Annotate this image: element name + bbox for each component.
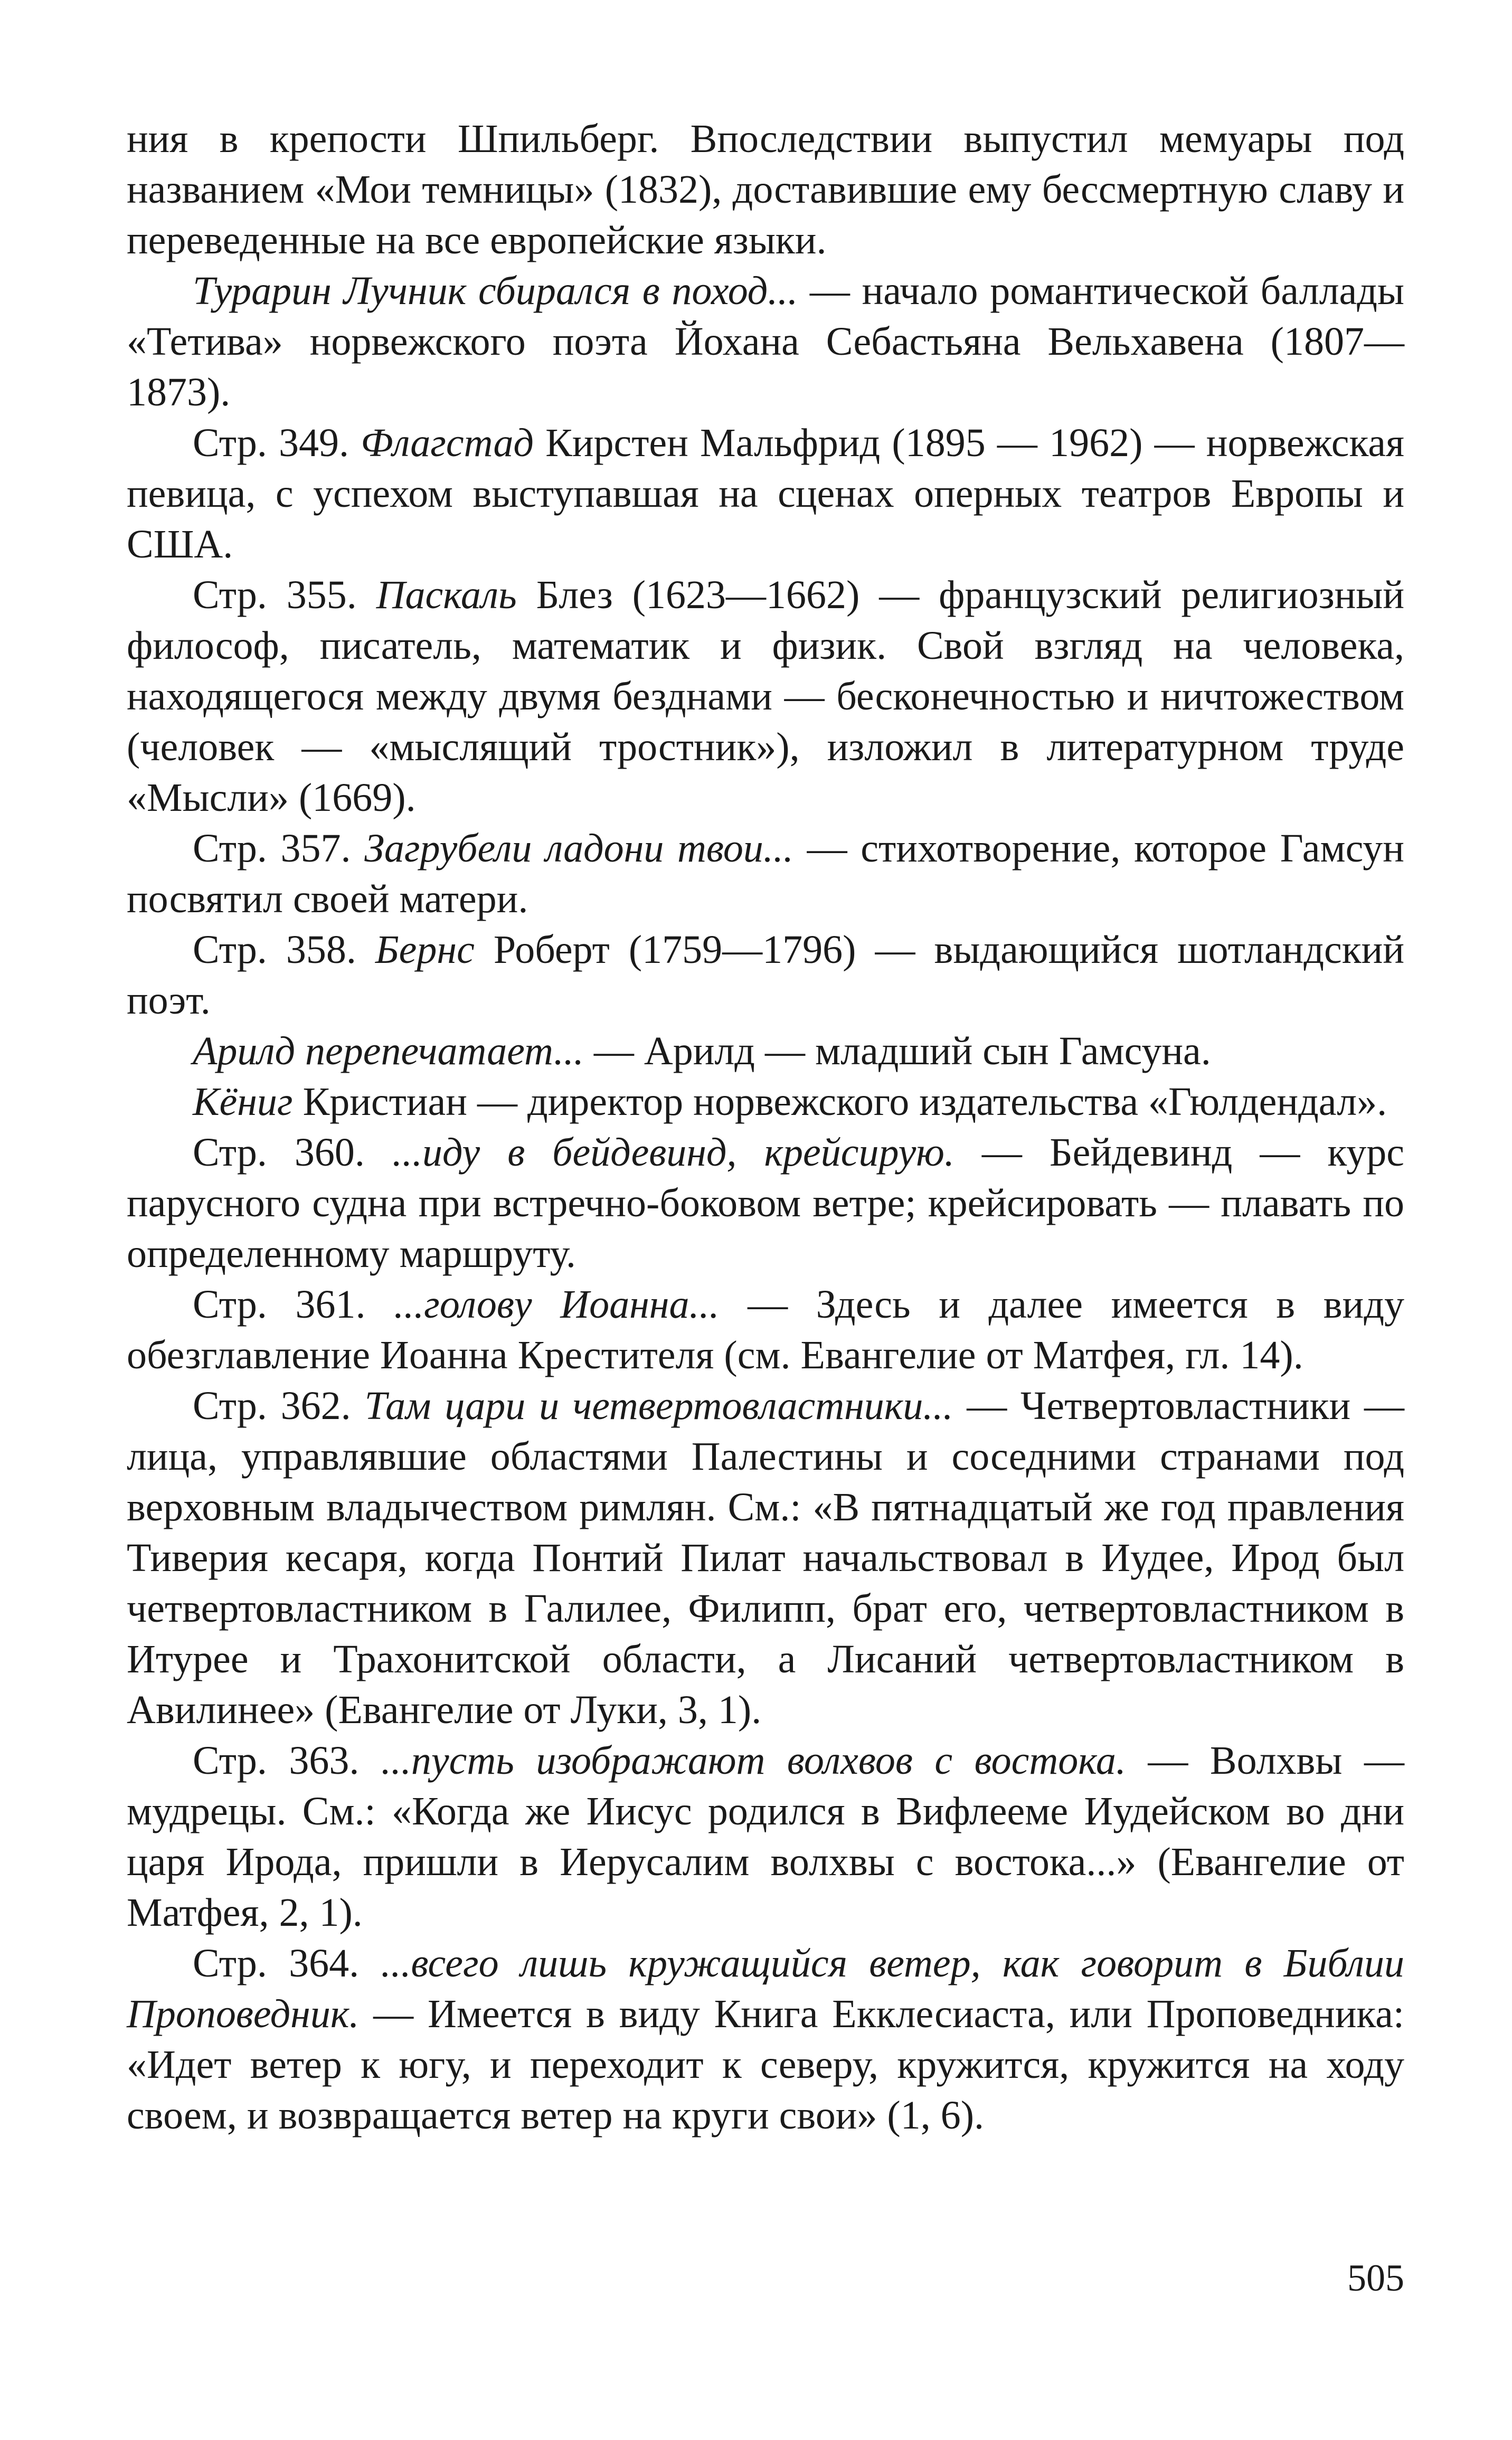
text-run: Кирстен Мальфрид (1895 — 1962) — норвежская певица, с успехом выступавшая на сценах оперных театров Европы и США. (127, 421, 1404, 566)
text-run: — стихотворение, которое Гамсун посвятил своей матери. (127, 826, 1404, 921)
paragraph (127, 1735, 1404, 1938)
italic-run: Бернс (375, 928, 475, 972)
italic-run: ...голову Иоанна... (394, 1282, 720, 1327)
text-run: — начало романтической баллады «Тетива» норвежского поэта Йохана Себастьяна Вельхавена (1807—1873). (127, 269, 1404, 414)
paragraph (127, 1076, 1404, 1127)
text-run: Стр. 364. (193, 1941, 381, 1985)
text-run: — Имеется в виду Книга Екклесиаста, или Проповедника: «Идет ветер к югу, и переходит к северу, кружится, кружится на ходу своем, и возвращается ветер на круги свои» (1, 6). (127, 1992, 1404, 2138)
text-run: Стр. 349. (193, 421, 361, 465)
page-number: 505 (1347, 2257, 1404, 2299)
italic-run: ...иду в бейдевинд, крейсирую. (392, 1130, 955, 1175)
italic-run: ...всего лишь кружащийся ветер, как говорит в Библии Проповедник. (127, 1941, 1404, 2036)
italic-run: Загрубели ладони твои... (364, 826, 793, 871)
text-run: Стр. 361. (193, 1282, 394, 1327)
text-run: Стр. 357. (193, 826, 365, 871)
text-run: Стр. 362. (193, 1384, 365, 1428)
paragraph (127, 823, 1404, 924)
text-run: Стр. 355. (193, 573, 376, 617)
notes-text (127, 114, 1404, 2141)
text-run: Блез (1623—1662) — французский религиозный философ, писатель, математик и физик. Свой взгляд на человека, находящегося между двумя безднами — бесконечностью и ничтожеством (человек — «мыслящий тростник»), изложил в литературном труде «Мысли» (1669). (127, 573, 1404, 820)
text-run: — Здесь и далее имеется в виду обезглавление Иоанна Крестителя (см. Евангелие от Матфея, гл. 14). (127, 1282, 1404, 1377)
paragraph (127, 1026, 1404, 1076)
paragraph (127, 114, 1404, 266)
text-run: — Волхвы — мудрецы. См.: «Когда же Иисус родился в Вифлееме Иудейском во дни царя Ирода, пришли в Иерусалим волхвы с востока...» (Евангелие от Матфея, 2, 1). (127, 1738, 1404, 1935)
text-run: — Арилд — младший сын Гамсуна. (583, 1029, 1211, 1073)
paragraph (127, 418, 1404, 570)
text-run: Стр. 360. (193, 1130, 392, 1175)
text-run: Роберт (1759—1796) — выдающийся шотландский поэт. (127, 928, 1404, 1023)
text-run: — Бейдевинд — курс парусного судна при встречно-боковом ветре; крейсировать — плавать по определенному маршруту. (127, 1130, 1404, 1276)
italic-run: ...пусть изображают волхвов с востока. (381, 1738, 1126, 1783)
paragraph (127, 1279, 1404, 1380)
italic-run: Кёниг (193, 1080, 293, 1124)
text-run: Стр. 363. (193, 1738, 381, 1783)
text-run: Кристиан — директор норвежского издательства «Гюлдендал». (292, 1080, 1387, 1124)
paragraph (127, 924, 1404, 1026)
italic-run: Паскаль (376, 573, 517, 617)
paragraph (127, 570, 1404, 823)
italic-run: Флагстад (361, 421, 534, 465)
paragraph (127, 1127, 1404, 1279)
paragraph (127, 266, 1404, 418)
text-run: — Четвертовластники — лица, управлявшие областями Палестины и соседними странами под верховным владычеством римлян. См.: «В пятнадцатый же год правления Тиверия кесаря, когда Понтий Пилат начальствовал в Иудее, Ирод был четвертовластником в Галилее, Филипп, брат его, четвертовластником в Итурее и Трахонитской области, а Лисаний четвертовластником в Авилинее» (Евангелие от Луки, 3, 1). (127, 1384, 1404, 1732)
italic-run: Арилд перепечатает... (193, 1029, 584, 1073)
paragraph (127, 1380, 1404, 1735)
paragraph (127, 1938, 1404, 2141)
italic-run: Турарин Лучник сбирался в поход... (193, 269, 798, 313)
italic-run: Там цари и четвертовластники... (364, 1384, 953, 1428)
text-run: Стр. 358. (193, 928, 375, 972)
text-run: ния в крепости Шпильберг. Впоследствии выпустил мемуары под названием «Мои темницы» (1832), доставившие ему бессмертную славу и переведенные на все европейские языки. (127, 117, 1404, 262)
